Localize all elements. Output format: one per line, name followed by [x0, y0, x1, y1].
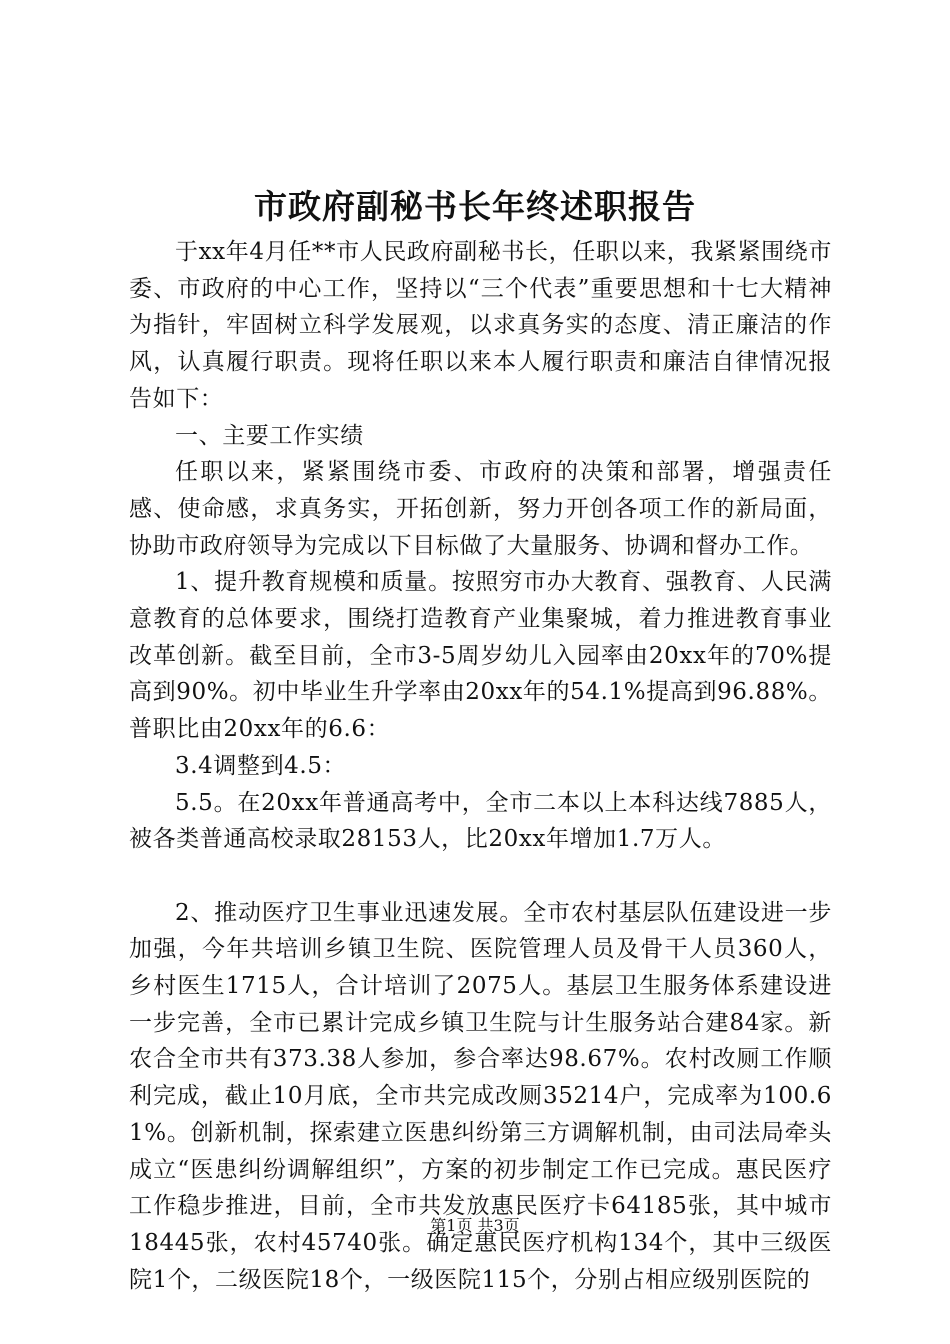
document-title: 市政府副秘书长年终述职报告: [254, 187, 696, 226]
section-heading: 一、主要工作实绩: [175, 422, 364, 449]
page-number-footer: 第1页 共3页: [430, 1216, 520, 1235]
intro-paragraph: 于xx年4月任**市人民政府副秘书长，任职以来，我紧紧围绕市委、市政府的中心工作，坚持以“三个代表”重要思想和十七大精神为指针，牢固树立科学发展观，以求真务实的态度、清正廉洁的作风，认真履行职责。现将任职以来本人履行职责和廉洁自律情况报告如下：: [129, 239, 832, 412]
ratio-line: 3.4调整到4.5：: [175, 752, 347, 779]
healthcare-paragraph: 2、推动医疗卫生事业迅速发展。全市农村基层队伍建设进一步加强，今年共培训乡镇卫生院、医院管理人员及骨干人员360人，乡村医生1715人，合计培训了2075人。基层卫生服务体系建设进一步完善，全市已累计完成乡镇卫生院与计生服务站合建84家。新农合全市共有373.38人参加，参合率达98.67%。农村改厕工作顺利完成，截止10月底，全市共完成改厕35214户，完成率为100.61%。创新机制，探索建立医患纠纷第三方调解机制，由司法局牵头成立“医患纠纷调解组织”，方案的初步制定工作已完成。惠民医疗工作稳步推进，目前，全市共发放惠民医疗卡64185张，其中城市18445张，农村45740张。确定惠民医疗机构134个，其中三级医院1个，二级医院18个，一级医院115个，分别占相应级别医院的: [129, 899, 832, 1293]
exam-results-paragraph: 5.5。在20xx年普通高考中，全市二本以上本科达线7885人，被各类普通高校录取28153人，比20xx年增加1.7万人。: [129, 789, 832, 853]
document-body: [129, 234, 832, 1298]
section-summary-paragraph: 任职以来，紧紧围绕市委、市政府的决策和部署，增强责任感、使命感，求真务实，开拓创新，努力开创各项工作的新局面，协助市政府领导为完成以下目标做了大量服务、协调和督办工作。: [129, 459, 832, 559]
education-paragraph: 1、提升教育规模和质量。按照穷市办大教育、强教育、人民满意教育的总体要求，围绕打造教育产业集聚城，着力推进教育事业改革创新。截至目前，全市3-5周岁幼儿入园率由20xx年的70%提高到90%。初中毕业生升学率由20xx年的54.1%提高到96.88%。普职比由20xx年的6.6：: [129, 569, 832, 743]
